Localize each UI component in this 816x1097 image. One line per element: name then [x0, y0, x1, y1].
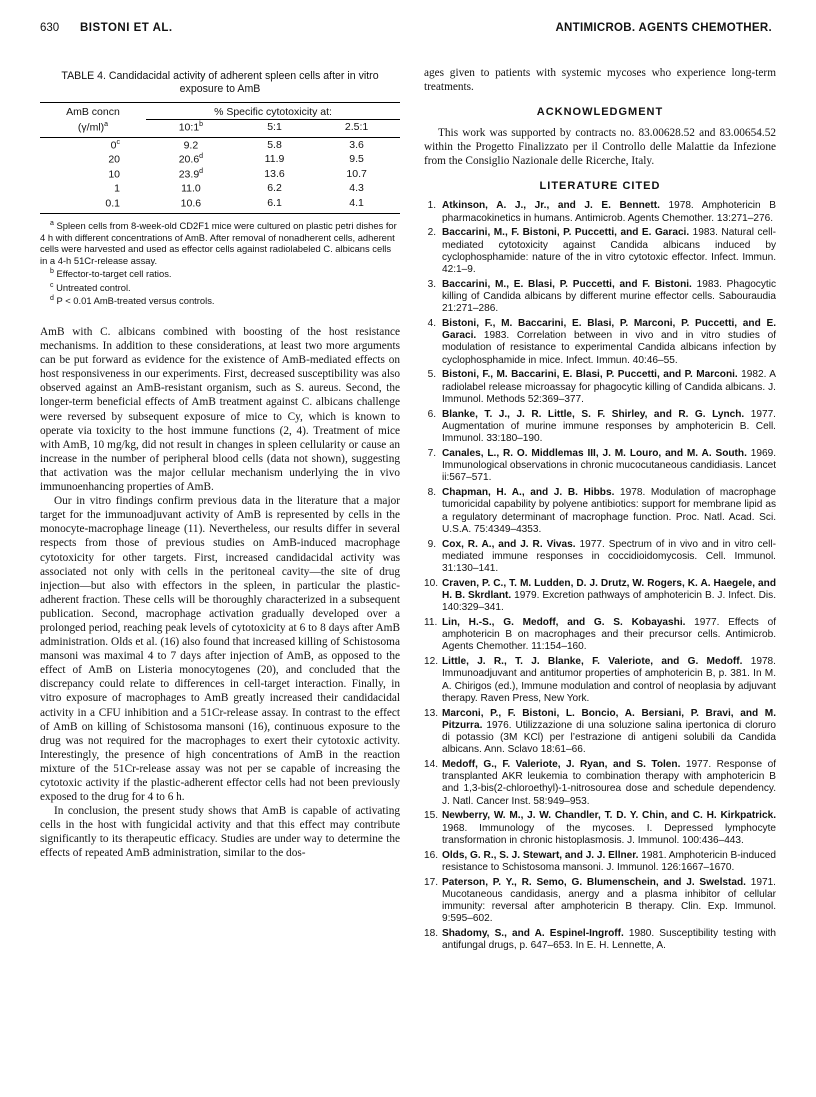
value-cell: 5.8 [267, 138, 282, 151]
reference-number: 15. [424, 810, 439, 822]
acknowledgment-heading: ACKNOWLEDGMENT [536, 106, 664, 119]
reference-number: 8. [427, 487, 436, 499]
table-row [40, 196, 400, 214]
table-row [40, 181, 400, 196]
reference-number: 2. [427, 227, 436, 239]
reference-authors: Bistoni, F., M. Baccarini, E. Blasi, P. Marconi, P. Puccetti, and E. Garaci. [442, 318, 776, 342]
col-head-concn: AmB concn [40, 103, 146, 120]
reference-authors: Baccarini, M., E. Blasi, P. Puccetti, and F. Bistoni. [442, 278, 692, 290]
reference-item [424, 279, 776, 316]
reference-text: 1977. Effects of amphotericin B on macrophages and their precursor cells. Antimicrob. Agents Chemother. 11:154–160. [442, 616, 777, 653]
reference-item [424, 850, 776, 874]
reference-item [424, 617, 776, 654]
reference-text: 1983. Natural cell-mediated cytotoxicity against Candida albicans induced by cyclophosphamide: nature of the in vitro cytotoxic effector. Infect. Immun. 42:1–9. [442, 227, 776, 276]
reference-authors: Paterson, P. Y., R. Semo, G. Blumenschein, and J. Swelstad. [442, 876, 746, 888]
footnote: $^d$ P < 0.01 AmB-treated versus controls. [50, 295, 215, 307]
reference-item [424, 409, 776, 446]
reference-number: 18. [424, 927, 439, 939]
reference-list [424, 200, 776, 952]
table-row [40, 152, 400, 167]
reference-text: 1981. Amphotericin B-induced resistance to Schistosoma mansoni. J. Immunol. 126:1667–1670. [442, 849, 776, 873]
reference-item [424, 539, 776, 576]
body-text [40, 325, 400, 861]
reference-number: 1. [427, 200, 436, 212]
reference-number: 4. [427, 318, 436, 330]
concn-cell: 0$^c$ [110, 138, 120, 151]
value-cell: 6.2 [267, 182, 282, 195]
concn-cell: 1 [114, 182, 120, 195]
value-cell: 9.5 [349, 153, 364, 166]
reference-authors: Blanke, T. J., J. R. Little, S. F. Shirley, and R. G. Lynch. [442, 408, 745, 420]
reference-item [424, 369, 776, 406]
table-footnotes [40, 218, 400, 307]
reference-number: 9. [427, 538, 436, 550]
group-head: % Specific cytotoxicity at: [146, 103, 400, 120]
left-column [40, 70, 400, 861]
right-column [424, 66, 776, 955]
reference-text: 1980. Susceptibility testing with antifungal drugs, p. 647–653. In E. H. Lennette, A. [442, 927, 776, 952]
table-row [40, 167, 400, 182]
reference-authors: Cox, R. A., and J. R. Vivas. [442, 538, 576, 550]
reference-number: 7. [427, 447, 436, 459]
reference-text: 1976. Utilizzazione di una soluzione salina ipertonica di cloruro di potassio (3M KCl) per l’estrazione di antigeni solubili da Candida albicans. Ann. Sclavo 18:61–66. [442, 719, 776, 756]
reference-item [424, 656, 776, 705]
reference-text: 1978. Modulation of macrophage tumoricidal capability by polyene antibiotics: support for membrane lipid as a regulatory determinant of macrophage function. Proc. Natl. Acad. Sci. U.S.A. 75:4349–4353. [442, 487, 776, 535]
paragraph: Our in vitro findings confirm previous data in the literature that a major target for the immunoadjuvant activity of AmB is represented by cells in the monocyte-macrophage lineage (11). Nevertheless, our results differ in several respects from those of previous studies on AmB-induced macrophage cytotoxicity for other targets. First, increased candidacidal activity was associated not only with cells in the peritoneal cavity—the site of drug injection—but also with effectors in the spleen, in particular the plastic-adherent fraction. These cells will be thoroughly characterized in a subsequent publication. Second, macrophage activation gradually developed over a prolonged period, reaching peak levels of cytotoxicity at 6 to 8 days after AmB administration. Olds et al. (16) also found that increased killing of Schistosoma mansoni was maximal 4 to 7 days after injection of AmB, as opposed to the effect of AmB on Listeria monocytogenes (20), and concluded that the discrepancy could relate to differences in cell-target interaction. Finally, in vitro exposure of macrophages to AmB greatly increased their candidacidal activity in a CFU inhibition and a 51Cr-release assay. In contrast to the effect of AmB on killing of Schistosoma mansoni (16), continuous exposure to the drug was not required for the macrophages to exert their cytotoxic activity. Interestingly, the presence of high concentrations of AmB in the reaction mixture of the 51Cr-release assay was not per se capable of increasing the cytotoxic activity if the plastic-adherent effector cells had not been previously exposed to the drug for 4 to 6 h. [40, 495, 400, 804]
reference-item [424, 318, 776, 367]
journal-name: ANTIMICROB. AGENTS CHEMOTHER. [555, 22, 772, 34]
reference-item [424, 928, 776, 952]
value-cell: 6.1 [236, 196, 313, 214]
reference-number: 17. [424, 876, 439, 888]
running-header [40, 22, 772, 42]
reference-text: 1983. Phagocytic killing of Candida albicans by different murine effector cells. Sabouraudia 21:271–286. [442, 278, 776, 315]
reference-item [424, 759, 776, 808]
reference-number: 11. [424, 616, 438, 628]
reference-item [424, 487, 776, 536]
reference-authors: Chapman, H. A., and J. B. Hibbs. [442, 487, 615, 499]
value-cell: 11.9 [264, 153, 285, 166]
value-cell: 11.0 [181, 182, 201, 195]
running-authors: BISTONI ET AL. [80, 22, 173, 34]
reference-authors: Newberry, W. M., J. W. Chandler, T. D. Y. Chin, and C. H. Kirkpatrick. [442, 810, 776, 822]
value-cell: 10.7 [346, 167, 367, 180]
reference-number: 6. [427, 408, 436, 420]
value-cell: 3.6 [349, 138, 364, 151]
paragraph: AmB with C. albicans combined with boosting of the host resistance mechanisms. In addition to these considerations, at least two more arguments can be put forward as evidence for the existence of AmB-mediated effects on host responsiveness in our experiments. First, decreased susceptibility was also observed against an AmB-resistant organism, such as S. aureus. Second, the longer-term beneficial effects of AmB treatment against C. albicans challenge were reversed by subsequent exposure of mice to Cy, which is known to operate via toxicity to the host immune functions (2, 4). Treatment of mice with AmB, 10 mg/kg, did not result in changes in spleen cellularity or cause an increase in the number of peripheral blood cells (data not shown), suggesting that activation was the major cellular mechanism underlying the in vivo immunoenhancing properties of AmB. [40, 326, 400, 494]
reference-text: 1977. Response of transplanted AKR leukemia to combination therapy with amphotericin B and 1,3-bis(2-chloroethyl)-1-nitrosourea dose and schedule dependency. J. Natl. Cancer Inst. 58:949–953. [442, 758, 776, 807]
value-cell: 20.6$^d$ [178, 153, 204, 166]
reference-number: 10. [424, 577, 439, 589]
ratio-head: 5:1 [236, 120, 313, 138]
reference-authors: Medoff, G., F. Valeriote, J. Ryan, and S. Tolen. [442, 758, 681, 770]
value-cell: 13.6 [264, 167, 285, 180]
paragraph: ages given to patients with systemic mycoses who experience long-term treatments. [424, 67, 776, 94]
acknowledgment [424, 126, 776, 168]
reference-item [424, 810, 776, 847]
reference-authors: Atkinson, A. J., Jr., and J. E. Bennett. [442, 200, 660, 212]
reference-authors: Little, J. R., T. J. Blanke, F. Valeriote, and G. Medoff. [442, 656, 743, 668]
footnote: $^c$ Untreated control. [50, 281, 131, 293]
ratio-head: 10:1$^b$ [146, 120, 236, 138]
reference-item [424, 200, 776, 224]
reference-item [424, 227, 776, 276]
value-cell: 10.6 [146, 196, 236, 214]
reference-authors: Baccarini, M., F. Bistoni, P. Puccetti, and E. Garaci. [442, 227, 690, 239]
value-cell: 23.9$^d$ [178, 167, 204, 180]
value-cell: 4.3 [349, 182, 364, 195]
reference-item [424, 448, 776, 485]
reference-text: 1971. Mucotaneous candidasis, anergy and a plasma inhibitor of cellular immunity: reversal after amphotericin B therapy. Clin. Exp. Immunol. 9:595–602. [442, 876, 776, 925]
ratio-head: 2.5:1 [313, 120, 400, 138]
reference-authors: Marconi, P., F. Bistoni, L. Boncio, A. Bersiani, P. Bravi, and M. Pitzurra. [442, 707, 776, 731]
reference-text: 1978. Immunoadjuvant and antitumor properties of amphotericin B, p. 381. In M. A. Chirigos (ed.), Immune modulation and control of neoplasia by adjuvant therapy. Raven Press, New York. [442, 656, 776, 704]
reference-text: 1977. Spectrum of in vivo and in vitro cell-mediated immune responses in coccidioidomycosis. Cell. Immunol. 31:130–141. [442, 538, 776, 574]
reference-item [424, 877, 776, 926]
reference-item [424, 578, 776, 615]
page-number: 630 [40, 22, 60, 34]
value-cell: 9.2 [183, 139, 199, 151]
reference-text: 1968. Immunology of the mycoses. I. Depressed lymphocyte transformation in chronic histoplasmosis. J. Immunol. 100:436–443. [442, 822, 776, 846]
paragraph: In conclusion, the present study shows that AmB is capable of activating cells in the host with fungicidal activity and that this effect may contribute significantly to its therapeutic efficacy. Studies are under way to determine the effects of repeated AmB administration, similar to the dos- [40, 805, 400, 860]
reference-text: 1983. Correlation between in vivo and in vitro studies of modulation of resistance to experimental Candida albicans infection by cyclophosphamide in mice. Infect. Immun. 40:46–55. [442, 330, 776, 366]
reference-number: 3. [427, 278, 436, 290]
reference-authors: Craven, P. C., T. M. Ludden, D. J. Drutz, W. Rogers, K. A. Haegele, and H. B. Skrdlant. [442, 577, 776, 601]
reference-number: 14. [424, 758, 439, 770]
paragraph: This work was supported by contracts no. 83.00628.52 and 83.00654.52 within the Progetto Finalizzato per il Controllo delle Malattie da Infezione from the Consiglio Nazionale delle Ricerche, Italy. [424, 127, 776, 168]
reference-text: 1978. Amphotericin B pharmacokinetics in humans. Antimicrob. Agents Chemother. 13:271–276. [442, 200, 776, 224]
concn-cell: 0.1 [40, 196, 146, 214]
reference-number: 16. [424, 849, 439, 861]
reference-text: 1979. Excretion pathways of amphotericin B. J. Infect. Dis. 140:329–341. [442, 589, 776, 614]
reference-number: 12. [424, 656, 439, 668]
table-4 [40, 102, 400, 214]
footnote: $^b$ Effector-to-target cell ratios. [50, 268, 172, 280]
reference-text: 1977. Augmentation of murine immune responses by amphotericin B. Cell. Immunol. 33:180–190. [442, 408, 776, 445]
reference-authors: Lin, H.-S., G. Medoff, and G. S. Kobayashi. [442, 616, 686, 628]
reference-authors: Canales, L., R. O. Middlemas III, J. M. Louro, and M. A. South. [442, 447, 747, 459]
table-caption: TABLE 4. Candidacidal activity of adherent spleen cells after in vitro exposure to AmB [61, 70, 379, 95]
reference-authors: Bistoni, F., M. Baccarini, E. Blasi, P. Puccetti, and P. Marconi. [442, 369, 738, 381]
reference-text: 1982. A radiolabel release microassay for phagocytic killing of Candida albicans. J. Immunol. Methods 52:369–377. [442, 369, 776, 405]
footnote: $^a$ Spleen cells from 8-week-old CD2F1 mice were cultured on plastic petri dishes for 4 h with different concentrations of AmB. After removal of nonadherent cells, adherent cells were harvested and used as effector cells against radiolabeled C. albicans cells in a 4-h 51Cr-release assay. [40, 220, 397, 266]
reference-authors: Olds, G. R., S. J. Stewart, and J. J. Ellner. [442, 849, 639, 861]
table-row [40, 137, 400, 152]
value-cell: 4.1 [313, 196, 400, 214]
reference-authors: Shadomy, S., and A. Espinel-Ingroff. [442, 927, 624, 939]
concn-cell: 20 [108, 153, 120, 166]
reference-item [424, 708, 776, 757]
reference-number: 5. [427, 369, 436, 381]
reference-text: 1969. Immunological observations in chronic mucocutaneous candidiasis. Lancet ii:567–571. [442, 447, 776, 484]
reference-number: 13. [424, 707, 439, 719]
body-text-continued [424, 66, 776, 94]
literature-heading: LITERATURE CITED [539, 180, 661, 193]
col-head-unit: $(\gamma/ml)^a$ [40, 120, 146, 138]
concn-cell: 10 [108, 168, 120, 180]
